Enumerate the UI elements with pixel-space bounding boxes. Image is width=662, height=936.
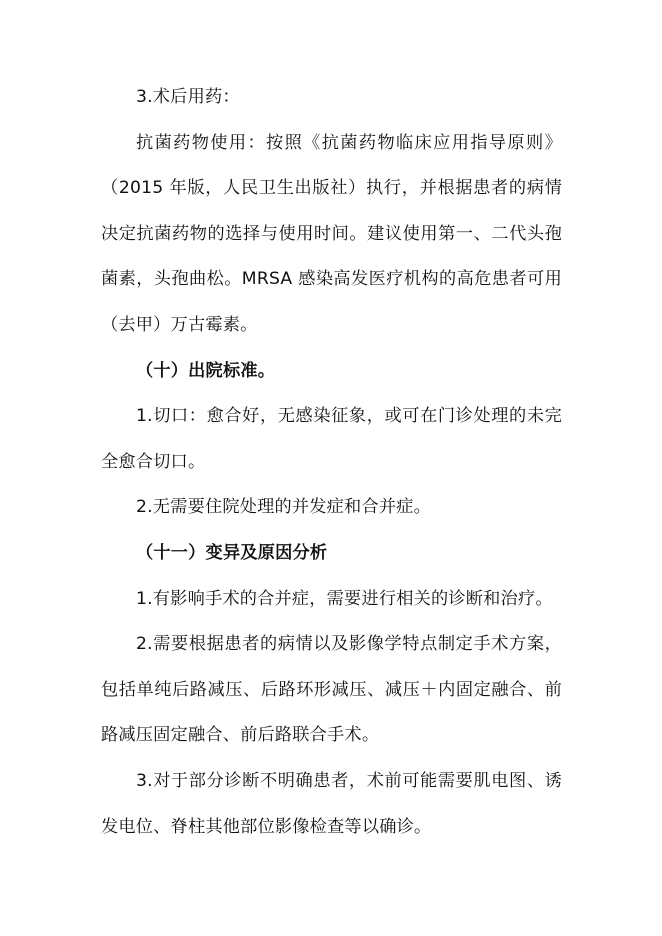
paragraph-antibiotics-cont: （去甲）万古霉素。 bbox=[101, 314, 258, 335]
paragraph-incision: 1.切口：愈合好，无感染征象，或可在门诊处理的未完 bbox=[136, 406, 562, 427]
paragraph-antibiotics: 抗菌药物使用：按照《抗菌药物临床应用指导原则》 bbox=[136, 132, 562, 153]
paragraph-no-complications: 2.无需要住院处理的并发症和合并症。 bbox=[136, 497, 432, 518]
section-heading-variation-analysis: （十一）变异及原因分析 bbox=[136, 542, 328, 563]
paragraph-antibiotics-cont: 决定抗菌药物的选择与使用时间。建议使用第一、二代头孢 bbox=[101, 223, 562, 244]
document-page bbox=[101, 84, 562, 859]
paragraph-antibiotics-cont: 菌素，头孢曲松。MRSA 感染高发医疗机构的高危患者可用 bbox=[101, 269, 562, 290]
paragraph-variation-2: 2.需要根据患者的病情以及影像学特点制定手术方案， bbox=[136, 634, 562, 655]
paragraph-antibiotics-cont: （2015 年版，人民卫生出版社）执行，并根据患者的病情 bbox=[101, 178, 562, 199]
paragraph-variation-3: 3.对于部分诊断不明确患者，术前可能需要肌电图、诱 bbox=[136, 770, 562, 791]
section-heading-discharge-criteria: （十）出院标准。 bbox=[136, 360, 276, 381]
paragraph-incision-cont: 全愈合切口。 bbox=[101, 451, 206, 472]
paragraph-variation-2-cont: 包括单纯后路减压、后路环形减压、减压＋内固定融合、前 bbox=[101, 679, 562, 700]
paragraph-variation-1: 1.有影响手术的合并症，需要进行相关的诊断和治疗。 bbox=[136, 588, 553, 609]
subsection-heading-postop-medication: 3.术后用药： bbox=[136, 87, 240, 107]
paragraph-variation-3-cont: 发电位、脊柱其他部位影像检查等以确诊。 bbox=[101, 816, 432, 837]
paragraph-variation-2-cont: 路减压固定融合、前后路联合手术。 bbox=[101, 725, 380, 746]
